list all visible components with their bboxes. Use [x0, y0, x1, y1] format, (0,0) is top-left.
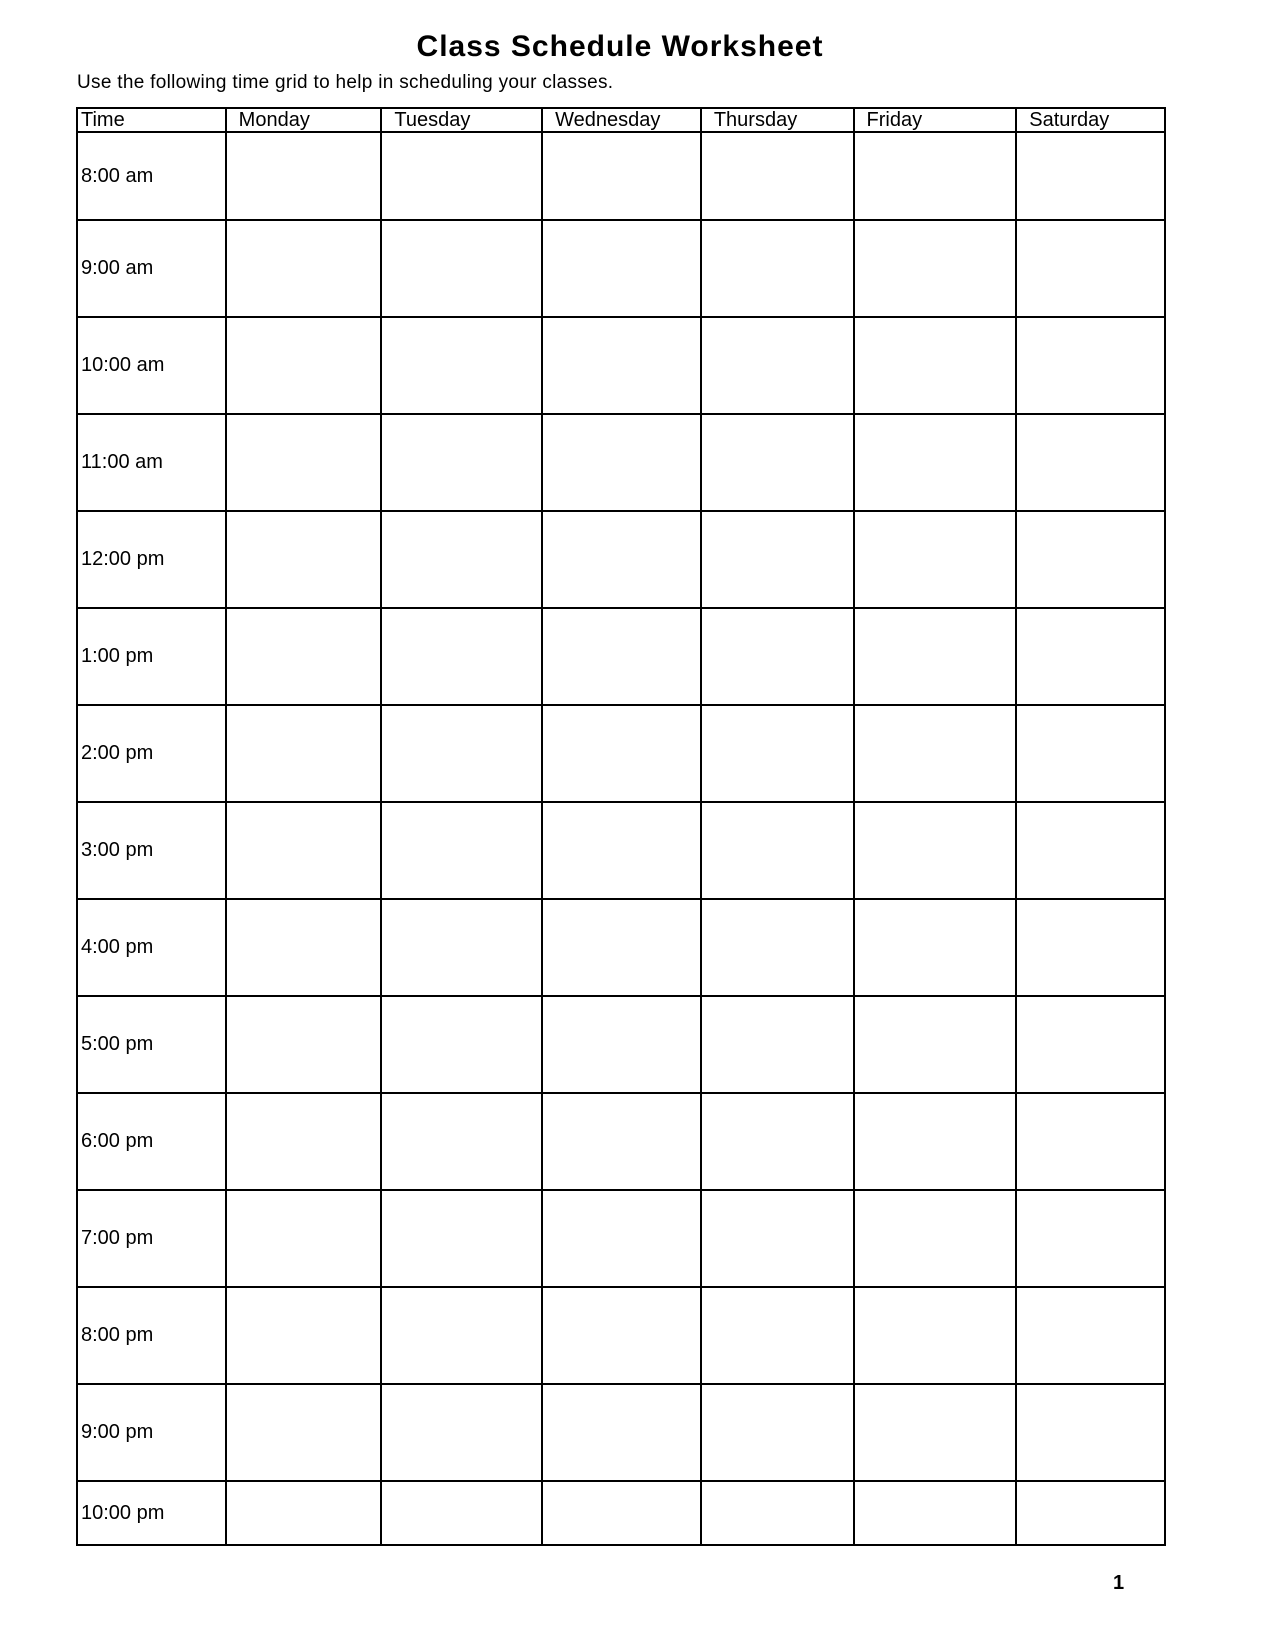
schedule-cell-monday[interactable] — [226, 1384, 382, 1481]
schedule-cell-saturday[interactable] — [1016, 1287, 1165, 1384]
time-label: 5:00 pm — [77, 996, 226, 1093]
schedule-cell-wednesday[interactable] — [542, 802, 701, 899]
header-monday: Monday — [226, 108, 382, 132]
schedule-cell-monday[interactable] — [226, 608, 382, 705]
schedule-cell-friday[interactable] — [854, 220, 1017, 317]
instructions-text: Use the following time grid to help in scheduling your classes. — [77, 72, 614, 93]
schedule-cell-saturday[interactable] — [1016, 1481, 1165, 1545]
schedule-cell-thursday[interactable] — [701, 802, 854, 899]
schedule-grid — [76, 107, 1166, 1546]
schedule-cell-wednesday[interactable] — [542, 1190, 701, 1287]
schedule-cell-wednesday[interactable] — [542, 996, 701, 1093]
schedule-cell-monday[interactable] — [226, 705, 382, 802]
schedule-cell-monday[interactable] — [226, 317, 382, 414]
schedule-cell-wednesday[interactable] — [542, 1287, 701, 1384]
header-wednesday: Wednesday — [542, 108, 701, 132]
schedule-cell-saturday[interactable] — [1016, 132, 1165, 220]
time-label: 1:00 pm — [77, 608, 226, 705]
schedule-cell-wednesday[interactable] — [542, 1093, 701, 1190]
table-row — [77, 802, 1165, 899]
schedule-cell-tuesday[interactable] — [381, 802, 542, 899]
schedule-cell-wednesday[interactable] — [542, 1481, 701, 1545]
table-row — [77, 132, 1165, 220]
time-label: 10:00 am — [77, 317, 226, 414]
schedule-cell-saturday[interactable] — [1016, 705, 1165, 802]
schedule-cell-saturday[interactable] — [1016, 1384, 1165, 1481]
schedule-cell-tuesday[interactable] — [381, 996, 542, 1093]
schedule-cell-friday[interactable] — [854, 1481, 1017, 1545]
schedule-cell-friday[interactable] — [854, 705, 1017, 802]
table-row — [77, 1190, 1165, 1287]
schedule-cell-thursday[interactable] — [701, 1190, 854, 1287]
schedule-cell-friday[interactable] — [854, 996, 1017, 1093]
schedule-cell-thursday[interactable] — [701, 899, 854, 996]
header-friday: Friday — [854, 108, 1017, 132]
time-label: 6:00 pm — [77, 1093, 226, 1190]
schedule-cell-wednesday[interactable] — [542, 220, 701, 317]
schedule-cell-wednesday[interactable] — [542, 899, 701, 996]
schedule-cell-friday[interactable] — [854, 1384, 1017, 1481]
schedule-cell-tuesday[interactable] — [381, 1190, 542, 1287]
schedule-cell-thursday[interactable] — [701, 1287, 854, 1384]
schedule-cell-saturday[interactable] — [1016, 802, 1165, 899]
schedule-cell-thursday[interactable] — [701, 1481, 854, 1545]
header-time: Time — [77, 108, 226, 132]
schedule-cell-friday[interactable] — [854, 899, 1017, 996]
schedule-cell-monday[interactable] — [226, 1093, 382, 1190]
table-row — [77, 1287, 1165, 1384]
time-label: 8:00 am — [77, 132, 226, 220]
schedule-cell-friday[interactable] — [854, 414, 1017, 511]
schedule-cell-saturday[interactable] — [1016, 414, 1165, 511]
schedule-cell-wednesday[interactable] — [542, 317, 701, 414]
header-thursday: Thursday — [701, 108, 854, 132]
time-label: 11:00 am — [77, 414, 226, 511]
schedule-cell-saturday[interactable] — [1016, 996, 1165, 1093]
schedule-cell-monday[interactable] — [226, 511, 382, 608]
schedule-cell-saturday[interactable] — [1016, 608, 1165, 705]
schedule-cell-tuesday[interactable] — [381, 414, 542, 511]
schedule-cell-saturday[interactable] — [1016, 1190, 1165, 1287]
table-row — [77, 414, 1165, 511]
table-row — [77, 511, 1165, 608]
header-row — [77, 108, 1165, 132]
table-row — [77, 1093, 1165, 1190]
schedule-cell-monday[interactable] — [226, 996, 382, 1093]
schedule-cell-tuesday[interactable] — [381, 220, 542, 317]
schedule-cell-saturday[interactable] — [1016, 1093, 1165, 1190]
time-label: 10:00 pm — [77, 1481, 226, 1545]
schedule-cell-tuesday[interactable] — [381, 705, 542, 802]
schedule-body — [77, 132, 1165, 1545]
schedule-cell-monday[interactable] — [226, 414, 382, 511]
schedule-cell-tuesday[interactable] — [381, 1287, 542, 1384]
schedule-cell-thursday[interactable] — [701, 132, 854, 220]
worksheet-title: Class Schedule Worksheet — [416, 30, 824, 63]
page-number: 1 — [1113, 1572, 1125, 1594]
schedule-cell-thursday[interactable] — [701, 511, 854, 608]
schedule-cell-tuesday[interactable] — [381, 899, 542, 996]
schedule-cell-monday[interactable] — [226, 220, 382, 317]
time-label: 9:00 am — [77, 220, 226, 317]
schedule-cell-monday[interactable] — [226, 1287, 382, 1384]
schedule-cell-saturday[interactable] — [1016, 511, 1165, 608]
schedule-cell-wednesday[interactable] — [542, 1384, 701, 1481]
schedule-cell-tuesday[interactable] — [381, 1481, 542, 1545]
schedule-cell-tuesday[interactable] — [381, 317, 542, 414]
schedule-cell-thursday[interactable] — [701, 705, 854, 802]
schedule-cell-tuesday[interactable] — [381, 1384, 542, 1481]
time-label: 2:00 pm — [77, 705, 226, 802]
schedule-cell-saturday[interactable] — [1016, 220, 1165, 317]
schedule-cell-friday[interactable] — [854, 511, 1017, 608]
schedule-cell-saturday[interactable] — [1016, 899, 1165, 996]
table-row — [77, 1481, 1165, 1545]
schedule-cell-wednesday[interactable] — [542, 705, 701, 802]
table-row — [77, 220, 1165, 317]
time-label: 12:00 pm — [77, 511, 226, 608]
schedule-cell-thursday[interactable] — [701, 414, 854, 511]
table-row — [77, 705, 1165, 802]
schedule-cell-thursday[interactable] — [701, 1093, 854, 1190]
schedule-cell-thursday[interactable] — [701, 220, 854, 317]
schedule-cell-wednesday[interactable] — [542, 511, 701, 608]
schedule-cell-wednesday[interactable] — [542, 414, 701, 511]
schedule-cell-friday[interactable] — [854, 1190, 1017, 1287]
schedule-cell-friday[interactable] — [854, 1093, 1017, 1190]
schedule-cell-monday[interactable] — [226, 802, 382, 899]
table-row — [77, 1384, 1165, 1481]
time-label: 8:00 pm — [77, 1287, 226, 1384]
table-row — [77, 899, 1165, 996]
schedule-cell-tuesday[interactable] — [381, 132, 542, 220]
schedule-cell-tuesday[interactable] — [381, 1093, 542, 1190]
schedule-cell-thursday[interactable] — [701, 996, 854, 1093]
header-saturday: Saturday — [1016, 108, 1165, 132]
time-label: 3:00 pm — [77, 802, 226, 899]
table-row — [77, 608, 1165, 705]
time-label: 7:00 pm — [77, 1190, 226, 1287]
schedule-cell-tuesday[interactable] — [381, 608, 542, 705]
table-row — [77, 317, 1165, 414]
table-row — [77, 996, 1165, 1093]
schedule-cell-friday[interactable] — [854, 1287, 1017, 1384]
schedule-cell-thursday[interactable] — [701, 1384, 854, 1481]
time-label: 4:00 pm — [77, 899, 226, 996]
schedule-cell-thursday[interactable] — [701, 317, 854, 414]
schedule-cell-wednesday[interactable] — [542, 608, 701, 705]
schedule-cell-tuesday[interactable] — [381, 511, 542, 608]
schedule-cell-monday[interactable] — [226, 1190, 382, 1287]
schedule-cell-friday[interactable] — [854, 802, 1017, 899]
time-label: 9:00 pm — [77, 1384, 226, 1481]
schedule-cell-monday[interactable] — [226, 132, 382, 220]
schedule-cell-saturday[interactable] — [1016, 317, 1165, 414]
schedule-cell-friday[interactable] — [854, 608, 1017, 705]
schedule-cell-wednesday[interactable] — [542, 132, 701, 220]
schedule-cell-friday[interactable] — [854, 132, 1017, 220]
schedule-cell-thursday[interactable] — [701, 608, 854, 705]
schedule-cell-friday[interactable] — [854, 317, 1017, 414]
schedule-cell-monday[interactable] — [226, 1481, 382, 1545]
schedule-cell-monday[interactable] — [226, 899, 382, 996]
header-tuesday: Tuesday — [381, 108, 542, 132]
